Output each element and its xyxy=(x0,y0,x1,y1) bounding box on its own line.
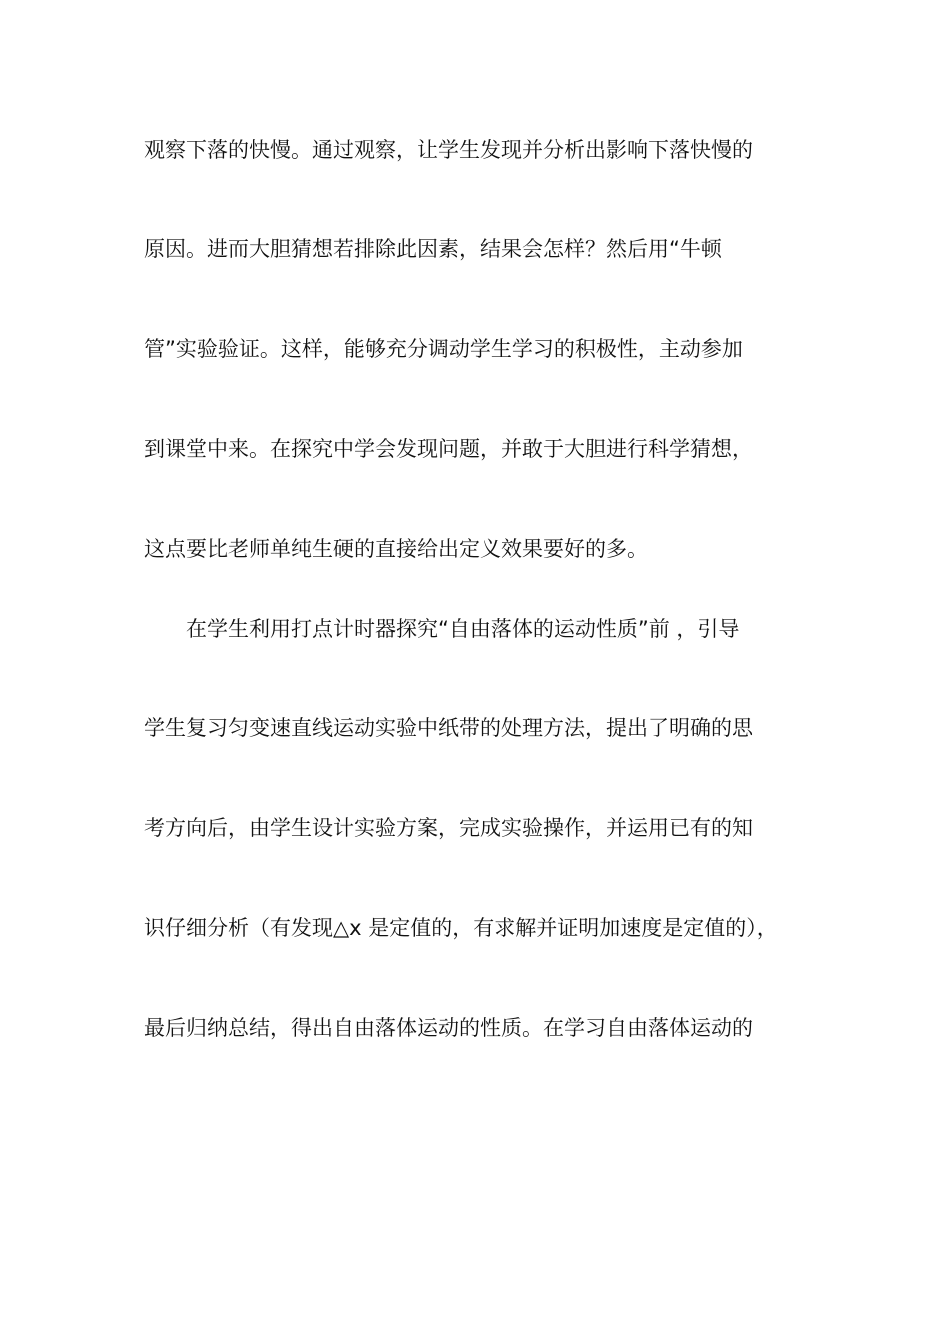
text-line-5: 这点要比老师单纯生硬的直接给出定义效果要好的多。 xyxy=(144,537,648,561)
text-line-1: 观察下落的快慢。通过观察，让学生发现并分析出影响下落快慢的 xyxy=(144,138,753,162)
text-line-3: 管”实验验证。这样，能够充分调动学生学习的积极性，主动参加 xyxy=(144,337,743,361)
text-line-8: 考方向后，由学生设计实验方案，完成实验操作，并运用已有的知 xyxy=(144,816,753,840)
paragraph-start-line: 在学生利用打点计时器探究“自由落体的运动性质”前 ，引导 xyxy=(186,617,740,641)
text-line-9: 识仔细分析（有发现△x 是定值的，有求解并证明加速度是定值的）， xyxy=(144,916,778,940)
text-line-2: 原因。进而大胆猜想若排除此因素，结果会怎样？然后用“牛顿 xyxy=(144,237,722,261)
text-line-7: 学生复习匀变速直线运动实验中纸带的处理方法，提出了明确的思 xyxy=(144,716,753,740)
text-line-4: 到课堂中来。在探究中学会发现问题，并敢于大胆进行科学猜想， xyxy=(144,437,753,461)
text-line-10: 最后归纳总结，得出自由落体运动的性质。在学习自由落体运动的 xyxy=(144,1016,753,1040)
